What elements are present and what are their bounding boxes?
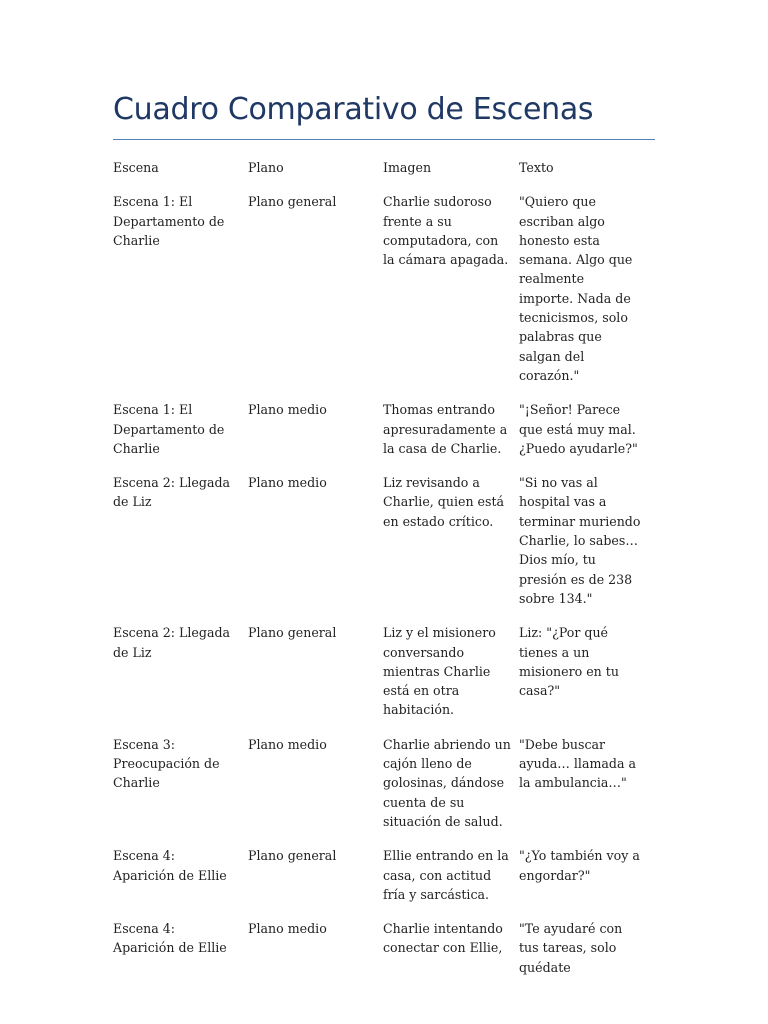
cell-texto: Liz: "¿Por qué tienes a un misionero en tu casa?" bbox=[519, 625, 619, 699]
cell-texto: "¡Señor! Parece que está muy mal. ¿Puedo ayudarle?" bbox=[519, 402, 638, 456]
table-row bbox=[109, 843, 646, 916]
cell-escena: Escena 4: Aparición de Ellie bbox=[113, 848, 227, 883]
cell-escena: Escena 4: Aparición de Ellie bbox=[113, 921, 227, 956]
cell-escena: Escena 1: El Departamento de Charlie bbox=[113, 402, 225, 456]
cell-plano: Plano medio bbox=[248, 736, 327, 752]
table-row bbox=[109, 397, 646, 470]
cell-plano: Plano medio bbox=[248, 921, 327, 937]
header-plano: Plano bbox=[248, 160, 284, 175]
cell-imagen: Thomas entrando apresuradamente a la casa de Charlie. bbox=[383, 402, 508, 456]
cell-texto: "Si no vas al hospital vas a terminar muriendo Charlie, lo sabes… Dios mío, tu presión es de 238 sobre 134." bbox=[519, 475, 641, 606]
page-title: Cuadro Comparativo de Escenas bbox=[113, 92, 594, 127]
cell-imagen: Charlie sudoroso frente a su computadora, con la cámara apagada. bbox=[383, 194, 509, 268]
cell-imagen: Ellie entrando en la casa, con actitud fría y sarcástica. bbox=[383, 848, 509, 902]
table-row bbox=[109, 732, 646, 843]
cell-texto: "Quiero que escriban algo honesto esta semana. Algo que realmente importe. Nada de tecnicismos, solo palabras que salgan del corazón." bbox=[519, 194, 633, 383]
cell-plano: Plano medio bbox=[248, 402, 327, 418]
cell-escena: Escena 1: El Departamento de Charlie bbox=[113, 194, 225, 248]
table-header-row bbox=[109, 155, 646, 189]
table-row bbox=[109, 189, 646, 397]
cell-imagen: Liz revisando a Charlie, quien está en estado crítico. bbox=[383, 475, 505, 529]
cell-texto: "Debe buscar ayuda… llamada a la ambulancia…" bbox=[519, 736, 636, 791]
header-imagen: Imagen bbox=[383, 160, 432, 175]
cell-plano: Plano general bbox=[248, 848, 337, 864]
cell-escena: Escena 2: Llegada de Liz bbox=[113, 475, 231, 510]
cell-imagen: Liz y el misionero conversando mientras Charlie está en otra habitación. bbox=[383, 625, 496, 718]
cell-imagen: Charlie intentando conectar con Ellie, bbox=[383, 921, 503, 956]
cell-texto: "¿Yo también voy a engordar?" bbox=[519, 848, 640, 883]
cell-plano: Plano general bbox=[248, 194, 337, 210]
cell-texto: "Te ayudaré con tus tareas, solo quédate bbox=[519, 921, 623, 975]
cell-escena: Escena 3: Preocupación de Charlie bbox=[113, 736, 220, 791]
cell-escena: Escena 2: Llegada de Liz bbox=[113, 625, 231, 660]
table-row bbox=[109, 916, 646, 989]
header-escena: Escena bbox=[113, 160, 159, 175]
header-texto: Texto bbox=[519, 160, 554, 175]
table-row bbox=[109, 470, 646, 620]
cell-plano: Plano general bbox=[248, 625, 337, 641]
table-row bbox=[109, 620, 646, 731]
title-underline bbox=[113, 139, 655, 140]
cell-plano: Plano medio bbox=[248, 475, 327, 491]
scene-comparison-table bbox=[109, 155, 646, 989]
cell-imagen: Charlie abriendo un cajón lleno de golosinas, dándose cuenta de su situación de salud. bbox=[383, 736, 511, 829]
